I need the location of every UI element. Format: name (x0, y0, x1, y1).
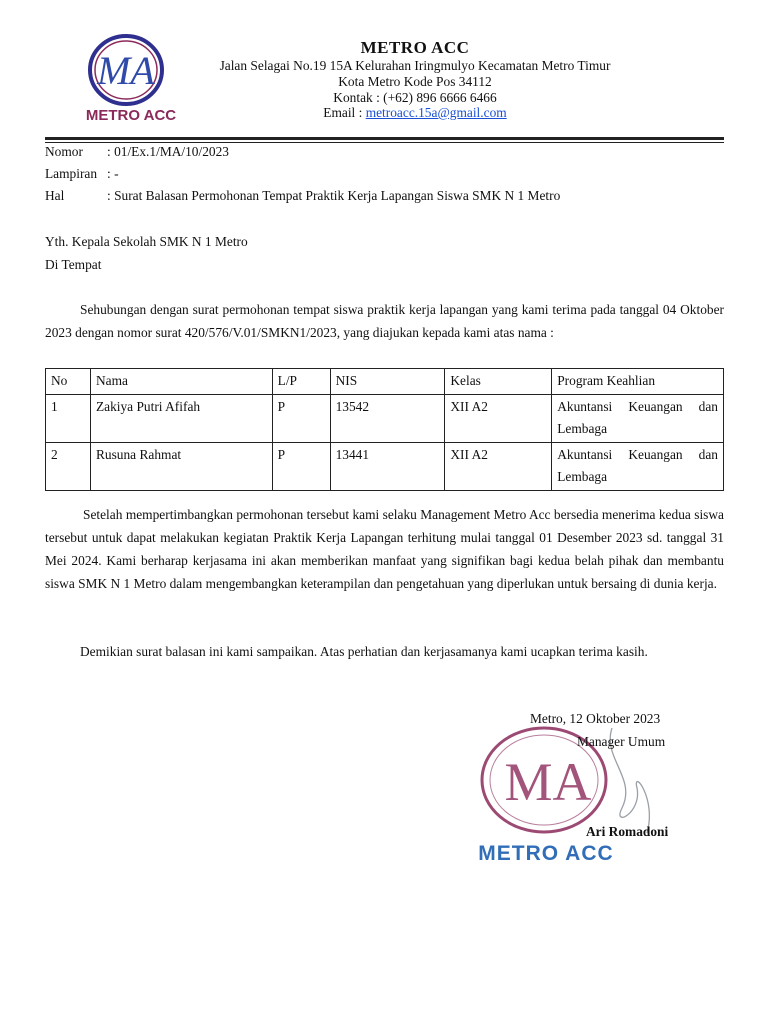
meta-nomor (45, 140, 229, 163)
signature-place-date: Metro, 12 Oktober 2023 (530, 711, 661, 726)
lampiran-label: Lampiran (45, 166, 98, 181)
cell-nama: Zakiya Putri Afifah (90, 395, 272, 443)
cell-no: 2 (46, 443, 91, 491)
signature-position: Manager Umum (577, 734, 666, 749)
signature-name: Ari Romadoni (586, 824, 669, 839)
nomor-value: : 01/Ex.1/MA/10/2023 (107, 144, 230, 159)
cell-program: Akuntansi Keuangan dan Lembaga (552, 443, 724, 491)
hal-value: : Surat Balasan Permohonan Tempat Praktik Kerja Lapangan Siswa SMK N 1 Metro (107, 188, 561, 203)
col-header: Kelas (445, 369, 552, 395)
col-header: NIS (330, 369, 445, 395)
table-row (46, 395, 724, 443)
table-row (46, 443, 724, 491)
recipient-place: Di Tempat (45, 257, 102, 272)
company-contact: Kontak : (+62) 896 6666 6466 (333, 90, 497, 105)
student-table (45, 368, 724, 491)
cell-kelas: XII A2 (445, 443, 552, 491)
meta-hal (45, 184, 560, 207)
email-label: Email : (323, 105, 366, 120)
meta-lampiran (45, 162, 119, 185)
lampiran-value: : - (107, 166, 119, 181)
table-header-row (46, 369, 724, 395)
nomor-label: Nomor (45, 144, 83, 159)
body-paragraph-3: Demikian surat balasan ini kami sampaikan. Atas perhatian dan kerjasamanya kami ucapkan terima kasih. (80, 644, 648, 659)
metro-acc-logo (66, 26, 196, 126)
cell-program: Akuntansi Keuangan dan Lembaga (552, 395, 724, 443)
col-header: No (46, 369, 91, 395)
recipient-line: Yth. Kepala Sekolah SMK N 1 Metro (45, 234, 248, 249)
stamp-text: METRO ACC (478, 842, 614, 865)
cell-nama: Rusuna Rahmat (90, 443, 272, 491)
col-header: Program Keahlian (552, 369, 724, 395)
company-email-line (180, 105, 650, 121)
cell-lp: P (272, 395, 330, 443)
cell-nis: 13542 (330, 395, 445, 443)
col-header: Nama (90, 369, 272, 395)
col-header: L/P (272, 369, 330, 395)
hal-label: Hal (45, 188, 65, 203)
logo-monogram: MA (97, 48, 155, 93)
stamp-monogram: MA (504, 752, 592, 812)
cell-no: 1 (46, 395, 91, 443)
body-paragraph-1: Sehubungan dengan surat permohonan tempat siswa praktik kerja lapangan yang kami terima pada tanggal 04 Oktober 2023 dengan nomor surat 420/576/V.01/SMKN1/2023, yang diajukan kepada kami atas nama : (45, 302, 724, 340)
cell-nis: 13441 (330, 443, 445, 491)
company-address: Jalan Selagai No.19 15A Kelurahan Iringmulyo Kecamatan Metro Timur (219, 58, 611, 73)
cell-kelas: XII A2 (445, 395, 552, 443)
body-paragraph-2: Setelah mempertimbangkan permohonan tersebut kami selaku Management Metro Acc bersedia menerima kedua siswa tersebut untuk dapat melakukan kegiatan Praktik Kerja Lapangan terhitung mulai tanggal 01 Desember 2023 sd. tanggal 31 Mei 2024. Kami berharap kerjasama ini akan memberikan manfaat yang signifikan bagi kedua belah pihak dan membantu siswa SMK N 1 Metro dalam mengembangkan keterampilan dan pengetahuan yang diperlukan untuk bersaing di dunia kerja. (45, 507, 724, 591)
company-city: Kota Metro Kode Pos 34112 (338, 74, 492, 89)
cell-lp: P (272, 443, 330, 491)
email-link[interactable]: metroacc.15a@gmail.com (365, 105, 507, 120)
logo-text: METRO ACC (85, 107, 177, 124)
company-name: METRO ACC (360, 38, 470, 57)
